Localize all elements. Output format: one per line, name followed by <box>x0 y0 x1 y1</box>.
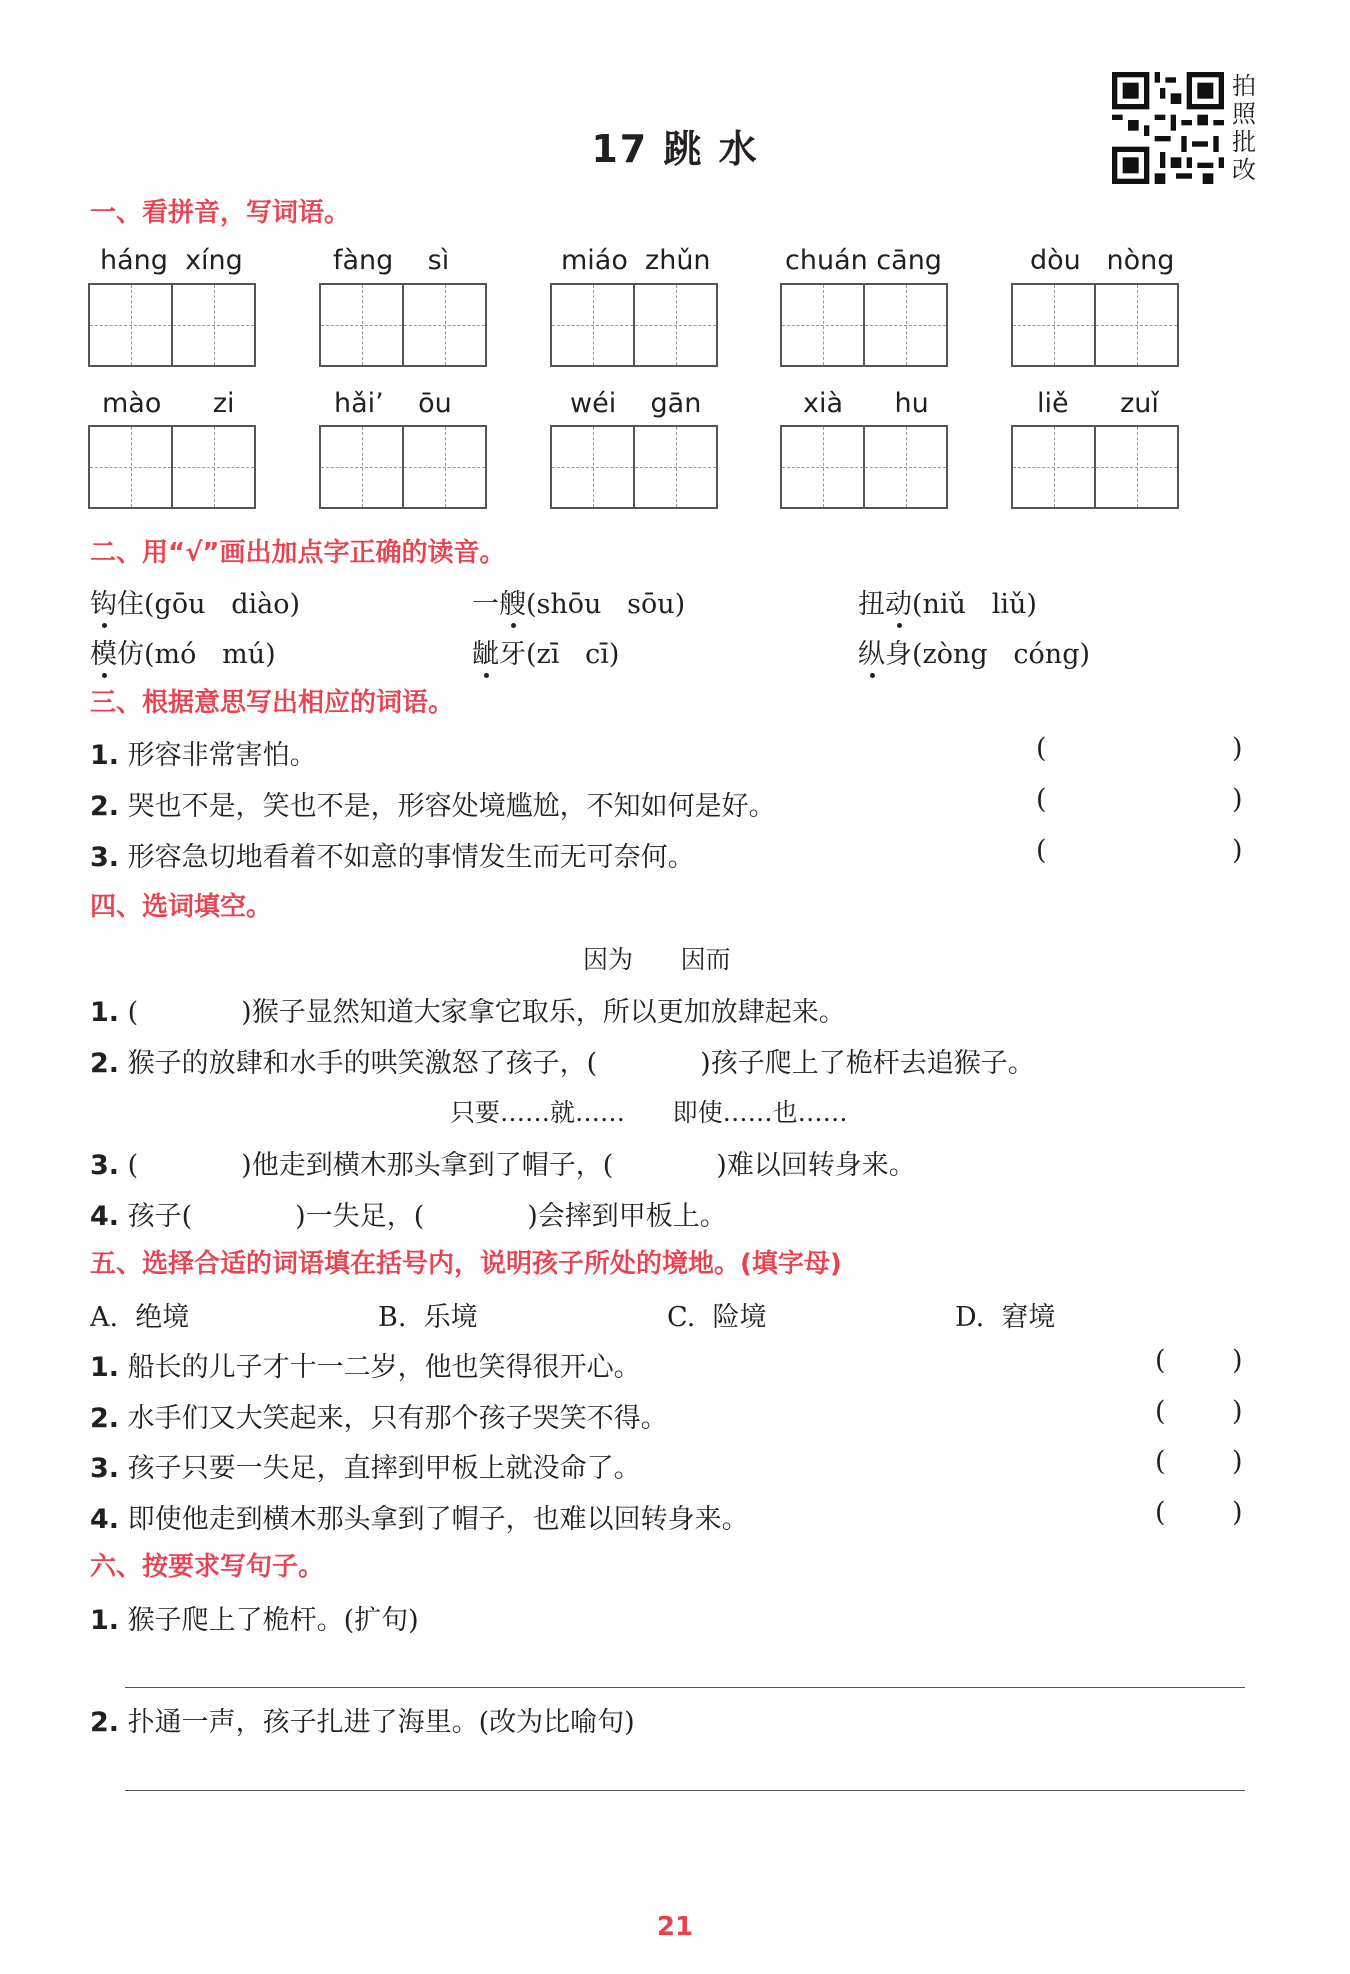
writing-grid[interactable] <box>550 283 718 367</box>
pinyin-label: fàng sì <box>333 245 450 276</box>
question-item: 4. 即使他走到横木那头拿到了帽子，也难以回转身来。 <box>90 1504 749 1535</box>
question-item: 2. 水手们又大笑起来，只有那个孩子哭笑不得。 <box>90 1403 668 1434</box>
section1-heading: 一、看拼音，写词语。 <box>90 198 351 228</box>
answer-paren-open[interactable]: ( <box>1036 733 1047 764</box>
choice-d: D. 窘境 <box>955 1302 1056 1333</box>
reading-item[interactable]: 模仿(mó mú) <box>90 639 276 670</box>
answer-paren-close: ) <box>1232 733 1243 764</box>
answer-paren-close: ) <box>1232 1345 1243 1376</box>
choice-a: A. 绝境 <box>90 1302 190 1333</box>
qr-code-icon[interactable] <box>1112 72 1224 184</box>
question-item[interactable]: 1. ( )猴子显然知道大家拿它取乐，所以更加放肆起来。 <box>90 997 846 1028</box>
question-item: 2. 哭也不是，笑也不是，形容处境尴尬，不知如何是好。 <box>90 791 776 822</box>
writing-grid[interactable] <box>780 425 948 509</box>
writing-grid[interactable] <box>319 425 487 509</box>
question-item[interactable]: 3. ( )他走到横木那头拿到了帽子，( )难以回转身来。 <box>90 1150 916 1181</box>
reading-item[interactable]: 扭动(niǔ liǔ) <box>858 589 1037 620</box>
answer-paren-open[interactable]: ( <box>1036 835 1047 866</box>
answer-paren-close: ) <box>1232 1446 1243 1477</box>
answer-paren-close: ) <box>1232 784 1243 815</box>
choice-b: B. 乐境 <box>378 1302 478 1333</box>
qr-label: 拍 照 批 改 <box>1232 72 1256 184</box>
writing-grid[interactable] <box>550 425 718 509</box>
answer-line[interactable] <box>125 1687 1245 1688</box>
pinyin-label: miáo zhǔn <box>561 245 711 276</box>
word-options: 因为 因而 <box>583 945 731 974</box>
pinyin-label: chuán cāng <box>785 245 942 276</box>
pinyin-label: liě zuǐ <box>1037 388 1159 419</box>
answer-paren-open[interactable]: ( <box>1036 784 1047 815</box>
answer-paren-open[interactable]: ( <box>1155 1446 1166 1477</box>
answer-paren-close: ) <box>1232 1497 1243 1528</box>
writing-grid[interactable] <box>780 283 948 367</box>
answer-paren-open[interactable]: ( <box>1155 1396 1166 1427</box>
writing-grid[interactable] <box>319 283 487 367</box>
section4-heading: 四、选词填空。 <box>90 892 273 922</box>
writing-grid[interactable] <box>88 425 256 509</box>
word-options: 只要……就…… 即使……也…… <box>450 1098 848 1127</box>
page-title: 17 跳 水 <box>591 127 759 171</box>
reading-item[interactable]: 一艘(shōu sōu) <box>472 589 686 620</box>
section2-heading: 二、用“√”画出加点字正确的读音。 <box>90 538 506 568</box>
question-item: 3. 形容急切地看着不如意的事情发生而无可奈何。 <box>90 842 695 873</box>
section6-heading: 六、按要求写句子。 <box>90 1552 325 1582</box>
writing-grid[interactable] <box>1011 283 1179 367</box>
pinyin-label: háng xíng <box>100 245 243 276</box>
reading-item[interactable]: 龇牙(zī cī) <box>472 639 620 670</box>
question-item: 3. 孩子只要一失足，直摔到甲板上就没命了。 <box>90 1453 641 1484</box>
writing-grid[interactable] <box>88 283 256 367</box>
answer-paren-close: ) <box>1232 835 1243 866</box>
pinyin-label: dòu nòng <box>1030 245 1175 276</box>
answer-paren-open[interactable]: ( <box>1155 1345 1166 1376</box>
answer-line[interactable] <box>125 1790 1245 1791</box>
reading-item[interactable]: 钩住(gōu diào) <box>90 589 301 620</box>
writing-grid[interactable] <box>1011 425 1179 509</box>
section5-heading: 五、选择合适的词语填在括号内，说明孩子所处的境地。(填字母) <box>90 1249 842 1279</box>
answer-paren-open[interactable]: ( <box>1155 1497 1166 1528</box>
pinyin-label: hǎi’ ōu <box>334 388 452 419</box>
page-number: 21 <box>656 1912 694 1942</box>
question-item[interactable]: 2. 猴子的放肆和水手的哄笑激怒了孩子，( )孩子爬上了桅杆去追猴子。 <box>90 1048 1035 1079</box>
question-item: 1. 船长的儿子才十一二岁，他也笑得很开心。 <box>90 1352 641 1383</box>
pinyin-label: mào zi <box>102 388 235 419</box>
question-item: 1. 猴子爬上了桅杆。(扩句) <box>90 1605 419 1636</box>
question-item[interactable]: 4. 孩子( )一失足，( )会摔到甲板上。 <box>90 1201 727 1232</box>
pinyin-label: xià hu <box>803 388 929 419</box>
answer-paren-close: ) <box>1232 1396 1243 1427</box>
choice-c: C. 险境 <box>667 1302 767 1333</box>
question-item: 2. 扑通一声，孩子扎进了海里。(改为比喻句) <box>90 1707 635 1738</box>
section3-heading: 三、根据意思写出相应的词语。 <box>90 688 455 718</box>
reading-item[interactable]: 纵身(zòng cóng) <box>858 639 1091 670</box>
pinyin-label: wéi gān <box>570 388 702 419</box>
question-item: 1. 形容非常害怕。 <box>90 740 317 771</box>
